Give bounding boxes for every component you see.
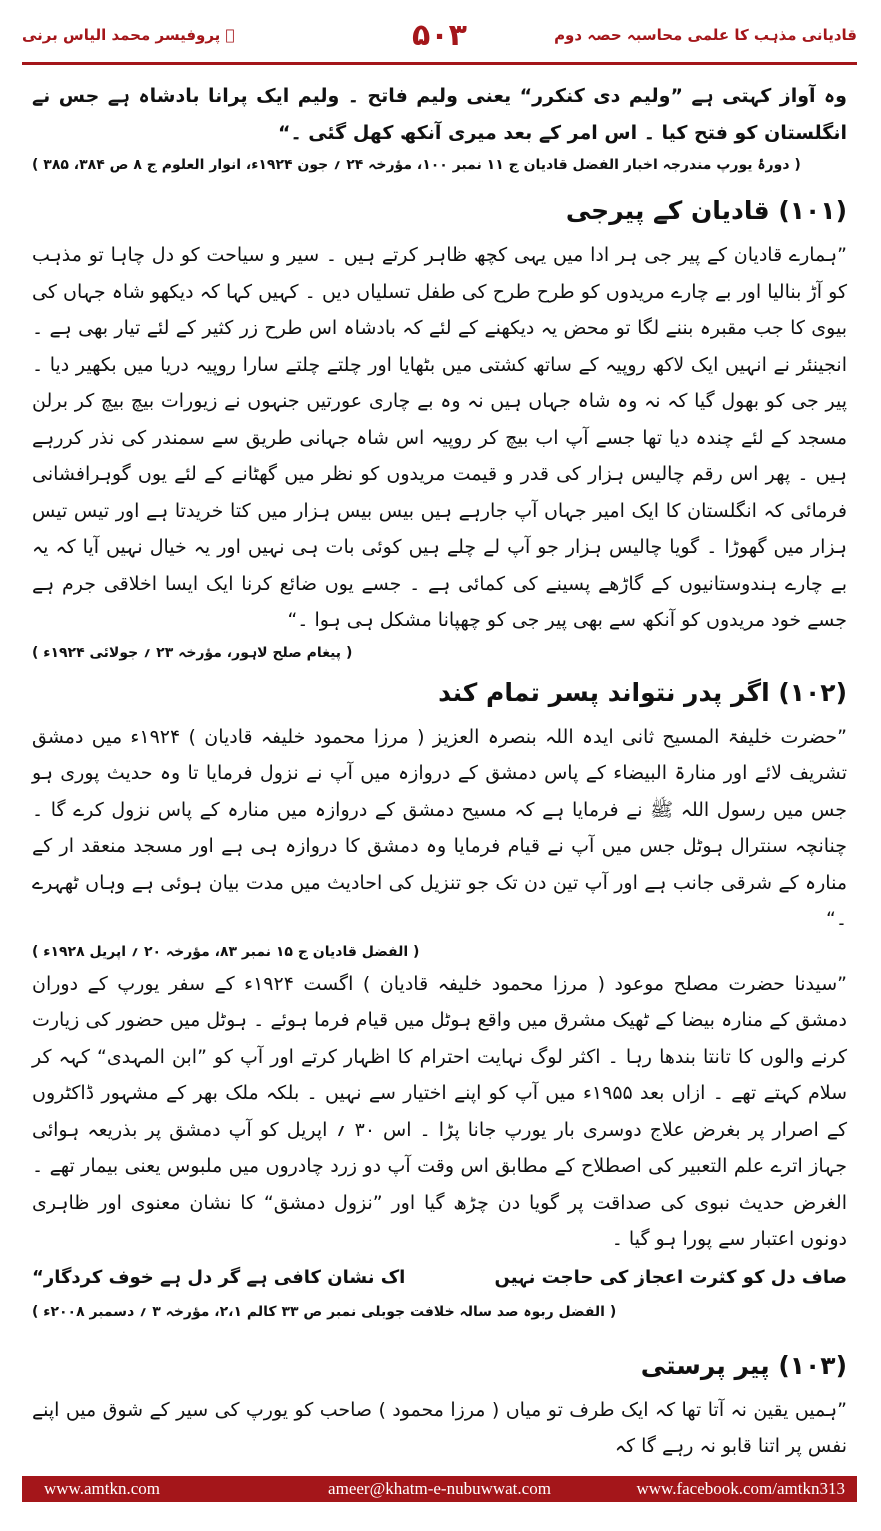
section-102-heading: (۱۰۲) اگر پدر نتواند پسر تمام کند [438, 677, 847, 707]
page-footer [22, 1476, 857, 1502]
footer-facebook-link[interactable]: www.facebook.com/amtkn313 [636, 1479, 845, 1498]
header-author: پروفیسر محمد الیاس برنی ﷫ [22, 26, 235, 44]
section-102-paragraph-2: ”سیدنا حضرت مصلح موعود ( مرزا محمود خلیفہ قادیان ) اگست ۱۹۲۴ء کے سفر یورپ کے دوران دمشق کے منارہ بیضا کے ٹھیک مشرق میں واقع ہوٹل میں قیام فرما ہوئے ۔ ہوٹل میں حضور کی زیارت کرنے والوں کا تانتا بندھا رہا ۔ اکثر لوگ نہایت احترام کا اظہار کرتے اور آپ کو ”ابن المہدی“ کہہ کر سلام کہتے تھے ۔ ازاں بعد ۱۹۵۵ء میں آپ کو اپنے اختیار سے نہیں ۔ بلکہ ملک بھر کے مشہور ڈاکٹروں کے اصرار پر بغرض علاج دوسری بار یورپ جانا پڑا ۔ اس ۳۰ ؍ اپریل کو آپ دمشق پر بذریعہ ہوائی جہاز اترے علم التعبیر کی اصطلاح کے مطابق اس وقت آپ دو زرد چادروں میں ملبوس یعنی بیمار تھے ۔ الغرض حدیث نبوی کی صداقت پر گویا دن چڑھ گیا اور ”نزول دمشق“ کا نشان معنوی اور ظاہری دونوں اعتبار سے پورا ہو گیا ۔ [32, 972, 847, 1250]
footer-website-link[interactable]: www.amtkn.com [44, 1479, 160, 1498]
header-book-title: قادیانی مذہب کا علمی محاسبہ حصہ دوم [554, 26, 857, 44]
section-101-heading: (۱۰۱) قادیان کے پیرجی [565, 196, 847, 225]
page-header [22, 18, 857, 66]
section-102-reference-2: ( الفضل ربوہ صد سالہ خلافت جوبلی نمبر ص ۳۳ کالم ۲،۱، مؤرخہ ۳ ؍ دسمبر ۲۰۰۸ء ) [32, 1303, 617, 1320]
page-body [32, 78, 847, 1465]
page-number: ۵۰۳ [412, 18, 467, 53]
section-101-paragraph: ”ہمارے قادیان کے پیر جی ہر ادا میں یہی کچھ ظاہر کرتے ہیں ۔ سیر و سیاحت کو دل چاہا تو مذہب کو آڑ بنالیا اور بے چارے مریدوں کو طرح طرح کی طفل تسلیاں دیں ۔ کہیں کہا کہ دیکھو شاہ جہاں کی بیوی کا جب مقبرہ بننے لگا تو محض یہ دیکھنے کے لئے کہ بادشاہ اس طرح زر کثیر کے لئے تیار بھی ہے ۔ انجینئر نے انہیں ایک لاکھ روپیہ کے ساتھ کشتی میں بٹھایا اور چلتے چلتے سارا روپیہ دریا میں بکھیر دیا ۔ پیر جی کو بھول گیا کہ نہ وہ شاہ جہاں ہیں نہ وہ بے چاری عورتیں جنہوں نے زیورات بیچ بیچ کر برلن مسجد کے لئے چندہ دیا تھا جسے آپ اب بیچ کر روپیہ اس شاہ جہانی طریق سے سمندر کی نذر کررہے ہیں ۔ پھر اس رقم چالیس ہزار کی قدر و قیمت مریدوں کو نظر میں گھٹانے کے لئے یوں گوہرافشانی فرمائی کہ انگلستان کا ایک امیر جہاں آپ جارہے ہیں بیس بیس ہزار میں کتا خریدتا ہے اور تیس تیس ہزار میں گھوڑا ۔ گویا چالیس ہزار جو آپ لے چلے ہیں کوئی بات ہی نہیں اور یہ خیال نہیں آیا کہ یہ بے چارے ہندوستانیوں کے گاڑھے پسینے کی کمائی ہے ۔ جسے یوں ضائع کرنا ایک ایسا اخلاقی جرم ہے جسے خود مریدوں کو آنکھ سے بھی پیر جی کو چھپانا مشکل ہی ہوا ۔“ [32, 244, 847, 631]
poetry-couplet [32, 1258, 847, 1298]
section-101-reference: ( پیغام صلح لاہور، مؤرخہ ۲۳ ؍ جولائی ۱۹۲۴ء ) [32, 644, 353, 661]
intro-paragraph: وہ آواز کہتی ہے ”ولیم دی کنکرر“ یعنی ولیم فاتح ۔ ولیم ایک پرانا بادشاہ ہے جس نے انگلستان کو فتح کیا ۔ اس امر کے بعد میری آنکھ کھل گئی ۔“ [32, 85, 847, 144]
couplet-second-line: اک نشان کافی ہے گر دل ہے خوف کردگار“ [32, 1266, 406, 1288]
footer-email-link[interactable]: ameer@khatm-e-nubuwwat.com [328, 1479, 551, 1498]
section-103-paragraph: ”ہمیں یقین نہ آتا تھا کہ ایک طرف تو میاں ( مرزا محمود ) صاحب کو یورپ کی سیر کے شوق میں اپنے نفس پر اتنا قابو نہ رہے گا کہ [32, 1398, 847, 1457]
header-divider [22, 62, 857, 65]
couplet-first-line: صاف دل کو کثرت اعجاز کی حاجت نہیں [494, 1266, 847, 1288]
section-103-heading: (۱۰۳) پیر پرستی [640, 1350, 847, 1380]
section-102-reference-1: ( الفضل قادیان ج ۱۵ نمبر ۸۳، مؤرخہ ۲۰ ؍ اپریل ۱۹۲۸ء ) [32, 943, 420, 960]
intro-reference: ( دورۂ یورپ مندرجہ اخبار الفضل قادیان ج ۱۱ نمبر ۱۰۰، مؤرخہ ۲۴ ؍ جون ۱۹۲۴ء، انوار العلوم ج ۸ ص ۳۸۴، ۳۸۵ ) [32, 157, 801, 173]
section-102-paragraph-1: ”حضرت خلیفۃ المسیح ثانی ایدہ اللہ بنصرہ العزیز ( مرزا محمود خلیفہ قادیان ) ۱۹۲۴ء میں دمشق تشریف لائے اور منارۃ البیضاء کے پاس دمشق کے دروازہ میں آپ نے نزول فرمایا تا وہ حدیث پوری ہو جس میں رسول اللہ ﷺ نے فرمایا ہے کہ مسیح دمشق کے دروازہ میں منارہ کے پاس نزول کرے گا ۔ چنانچہ سنترال ہوٹل جس میں آپ نے قیام فرمایا وہ دمشق کا دروازہ ہی ہے اور مسجد منعقد ار کے منارہ کے شرقی جانب ہے اور آپ تین دن تک جو تنزیل کی احادیث میں مدت بیان ہوئی ہے وہاں ٹھہرے ۔“ [32, 725, 848, 930]
